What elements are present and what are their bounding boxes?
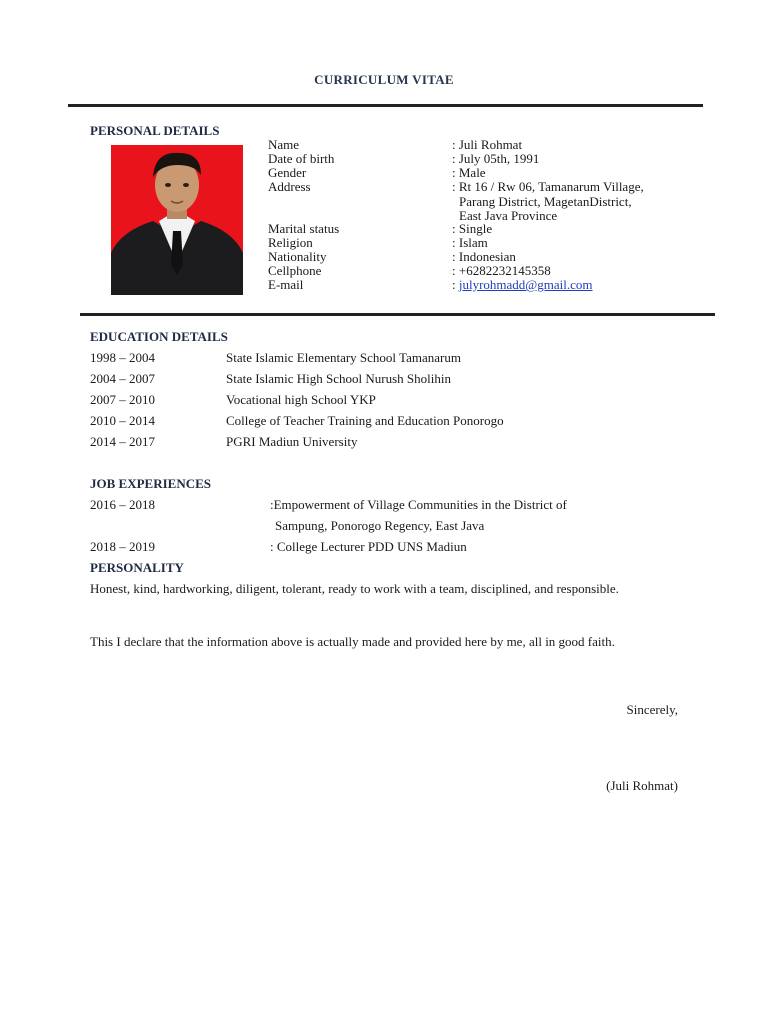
detail-value: : Single <box>452 221 493 236</box>
top-divider <box>68 104 703 107</box>
education-school: State Islamic High School Nurush Sholihin <box>226 371 451 386</box>
address-continuation: Parang District, MagetanDistrict, <box>459 194 632 209</box>
detail-label: Date of birth <box>268 151 335 166</box>
education-years: 2010 – 2014 <box>90 413 155 428</box>
detail-label: Gender <box>268 165 307 180</box>
job-description-continuation: Sampung, Ponorogo Regency, East Java <box>275 518 485 533</box>
detail-label: Marital status <box>268 221 340 236</box>
education-years: 2004 – 2007 <box>90 371 155 386</box>
detail-label: Name <box>268 137 300 152</box>
detail-value: : Rt 16 / Rw 06, Tamanarum Village, <box>452 179 644 194</box>
job-years: 2016 – 2018 <box>90 497 155 512</box>
email-link[interactable]: julyrohmadd@gmail.com <box>458 277 593 292</box>
education-school: Vocational high School YKP <box>226 392 376 407</box>
email-prefix: : <box>452 277 459 292</box>
detail-value: : +6282232145358 <box>452 263 551 278</box>
detail-label: Religion <box>268 235 313 250</box>
education-years: 2014 – 2017 <box>90 434 155 449</box>
detail-value: : Indonesian <box>452 249 516 264</box>
signature-name: (Juli Rohmat) <box>606 778 678 793</box>
education-school: PGRI Madiun University <box>226 434 358 449</box>
profile-photo <box>111 145 243 295</box>
detail-label: Cellphone <box>268 263 322 278</box>
personal-details-heading: PERSONAL DETAILS <box>90 123 220 138</box>
personality-text: Honest, kind, hardworking, diligent, tolerant, ready to work with a team, disciplined, and responsible. <box>90 581 619 596</box>
education-heading: EDUCATION DETAILS <box>90 329 228 344</box>
detail-value: : July 05th, 1991 <box>452 151 540 166</box>
job-description: :Empowerment of Village Communities in the District of <box>270 497 567 512</box>
education-school: College of Teacher Training and Education Ponorogo <box>226 413 504 428</box>
declaration-text: This I declare that the information above is actually made and provided here by me, all in good faith. <box>90 634 615 649</box>
address-continuation: East Java Province <box>459 208 558 223</box>
personality-heading: PERSONALITY <box>90 560 184 575</box>
detail-value: : Male <box>452 165 486 180</box>
detail-label: Address <box>268 179 311 194</box>
document-title: CURRICULUM VITAE <box>314 72 454 87</box>
section-divider <box>80 313 715 316</box>
education-years: 2007 – 2010 <box>90 392 155 407</box>
closing-salutation: Sincerely, <box>626 702 678 717</box>
detail-value: : Islam <box>452 235 488 250</box>
education-school: State Islamic Elementary School Tamanarum <box>226 350 461 365</box>
detail-label: E-mail <box>268 277 304 292</box>
detail-value: : Juli Rohmat <box>452 137 523 152</box>
detail-value <box>452 278 593 292</box>
job-experiences-heading: JOB EXPERIENCES <box>90 476 211 491</box>
detail-label: Nationality <box>268 249 327 264</box>
job-years: 2018 – 2019 <box>90 539 155 554</box>
education-years: 1998 – 2004 <box>90 350 155 365</box>
job-description: : College Lecturer PDD UNS Madiun <box>270 539 467 554</box>
person-portrait-icon <box>111 145 243 295</box>
